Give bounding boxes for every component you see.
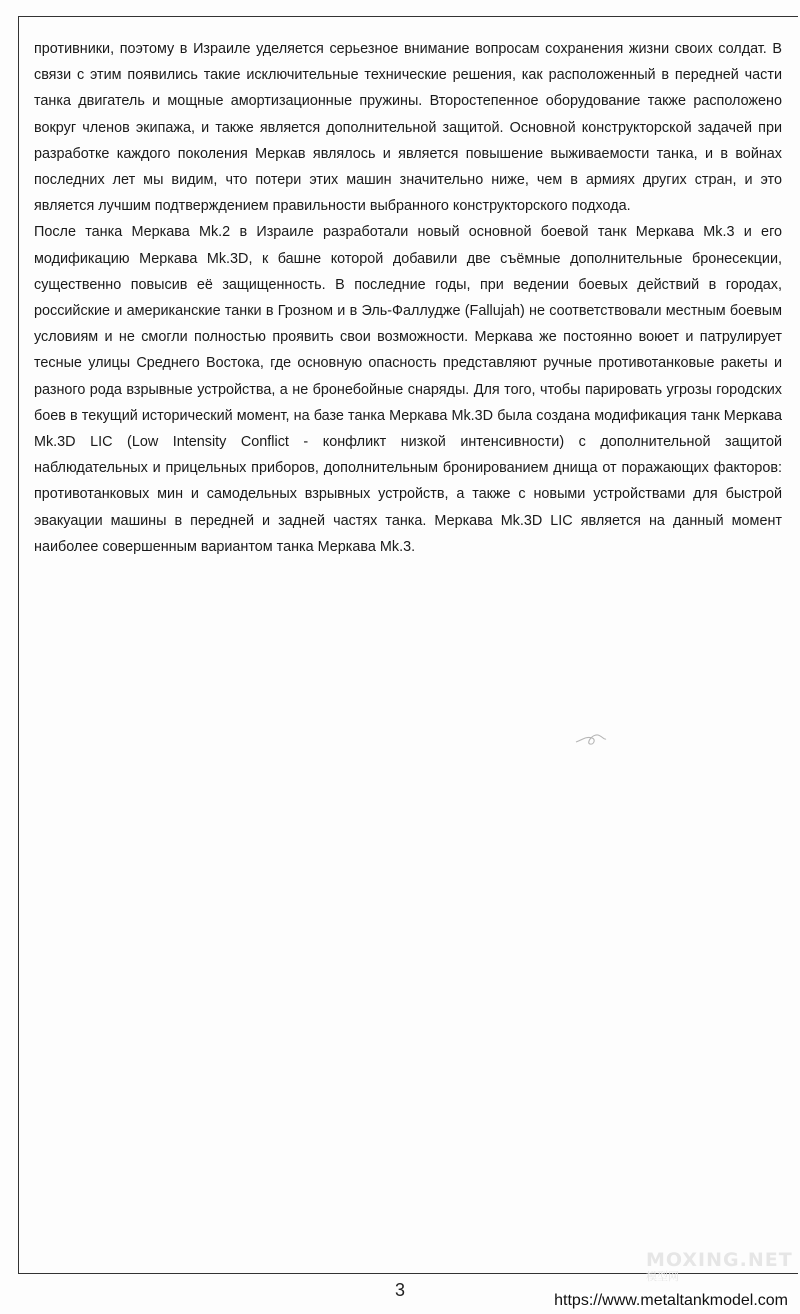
paragraph-1: противники, поэтому в Израиле уделяется серьезное внимание вопросам сохранения жизни своих солдат. В связи с этим появились такие исключительные технические решения, как расположенный в передней части танка двигатель и мощные амортизационные пружины. Второстепенное оборудование также расположено вокруг членов экипажа, и также является дополнительной защитой. Основной конструкторской задачей при разработке каждого поколения Меркав являлось и является повышение выживаемости танка, и в войнах последних лет мы видим, что потери этих машин значительно ниже, чем в армиях других стран, и это является лучшим подтверждением правильности выбранного конструкторского подхода. <box>34 41 782 215</box>
watermark-sub: 模型网 <box>646 1270 679 1283</box>
pencil-mark-icon <box>574 726 608 750</box>
body-text <box>34 36 782 560</box>
page-number: 3 <box>394 1280 405 1300</box>
paragraph-2: После танка Меркава Mk.2 в Израиле разработали новый основной боевой танк Меркава Mk.3 и его модификацию Меркава Mk.3D, к башне которой добавили две съёмные дополнительные бронесекции, существенно повысив её защищенность. В последние годы, при ведении боевых действий в городах, российские и американские танки в Грозном и в Эль-Фаллудже (Fallujah) не соответствовали местным боевым условиям и не смогли полностью проявить свои возможности. Меркава же постоянно воюет и патрулирует тесные улицы Среднего Востока, где основную опасность представляют ручные противотанковые ракеты и разного рода взрывные устройства, а не бронебойные снаряды. Для того, чтобы парировать угрозы городских боев в текущий исторический момент, на базе танка Меркава Mk.3D была создана модификация танк Меркава Mk.3D LIC (Low Intensity Conflict - конфликт низкой интенсивности) с дополнительной защитой наблюдательных и прицельных приборов, дополнительным бронированием днища от поражающих факторов: противотанковых мин и самодельных взрывных устройств, а также с новыми устройствами для быстрой эвакуации машины в передней и задней частях танка. Меркава Mk.3D LIC является на данный момент наиболее совершенным вариантом танка Меркава Mk.3. <box>34 224 782 555</box>
site-url: https://www.metaltankmodel.com <box>554 1292 788 1309</box>
watermark-main: MOXING.NET <box>646 1249 793 1271</box>
